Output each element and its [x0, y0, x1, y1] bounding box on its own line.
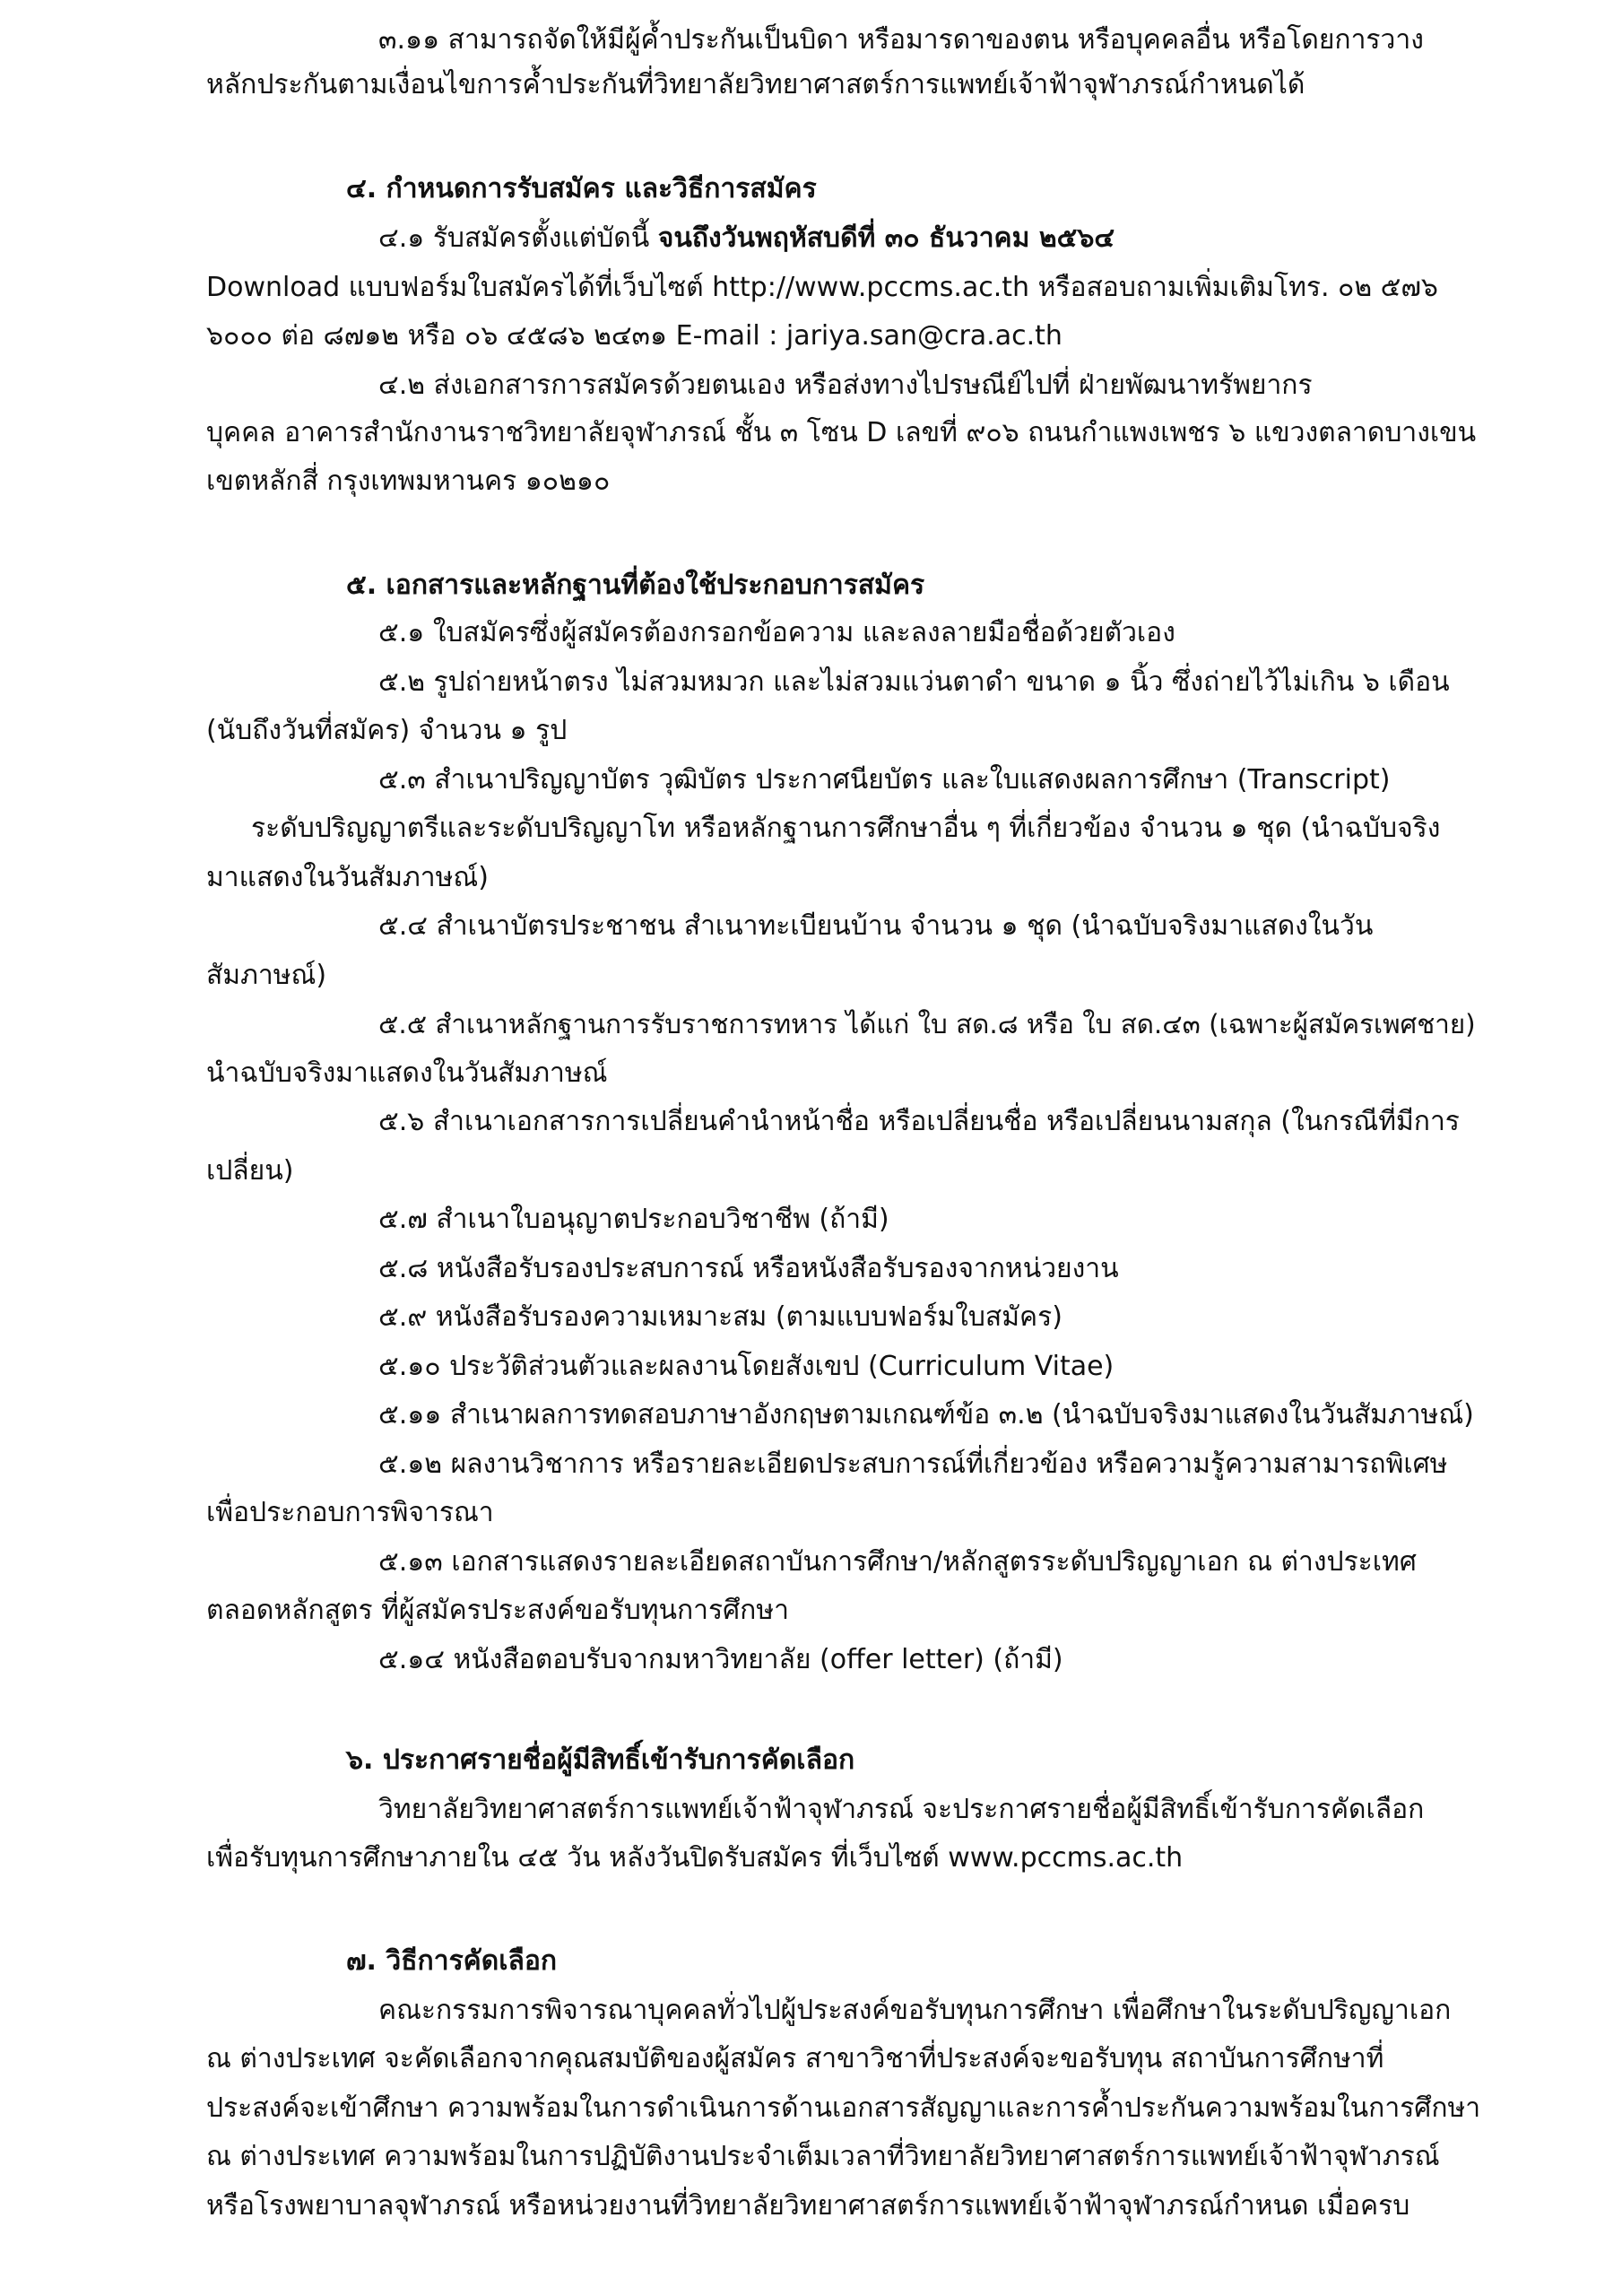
section-7-para-line2: ณ ต่างประเทศ จะคัดเลือกจากคุณสมบัติของผู้สมัคร สาขาวิชาที่ประสงค์จะขอรับทุน สถาบันการศึกษาที่ [206, 2043, 1384, 2074]
item-3-11-line1: ๓.๑๑ สามารถจัดให้มีผู้ค้ำประกันเป็นบิดา หรือมารดาของตน หรือบุคคลอื่น หรือโดยการวาง [378, 24, 1424, 56]
item-3-11-line2: หลักประกันตามเงื่อนไขการค้ำประกันที่วิทยาลัยวิทยาศาสตร์การแพทย์เจ้าฟ้าจุฬาภรณ์กำหนดได้ [206, 69, 1305, 100]
section-7-para-line4: ณ ต่างประเทศ ความพร้อมในการปฏิบัติงานประจำเต็มเวลาที่วิทยาลัยวิทยาศาสตร์การแพทย์เจ้าฟ้าจุฬาภรณ์ [206, 2141, 1440, 2172]
section-7-para-line3: ประสงค์จะเข้าศึกษา ความพร้อมในการดำเนินการด้านเอกสารสัญญาและการค้ำประกันความพร้อมในการศึกษา [206, 2092, 1481, 2124]
section-5-heading: ๕. เอกสารและหลักฐานที่ต้องใช้ประกอบการสมัคร [346, 570, 925, 601]
item-4-1-deadline: จนถึงวันพฤหัสบดีที่ ๓๐ ธันวาคม ๒๕๖๔ [657, 222, 1115, 254]
item-5-10: ๕.๑๐ ประวัติส่วนตัวและผลงานโดยสังเขป (Curriculum Vitae) [378, 1351, 1115, 1382]
item-5-3-line3: มาแสดงในวันสัมภาษณ์) [206, 862, 489, 893]
section-6-heading: ๖. ประกาศรายชื่อผู้มีสิทธิ์เข้ารับการคัดเลือก [346, 1744, 855, 1776]
item-5-8: ๕.๘ หนังสือรับรองประสบการณ์ หรือหนังสือรับรองจากหน่วยงาน [378, 1253, 1119, 1284]
download-info-line1: Download แบบฟอร์มใบสมัครได้ที่เว็บไซต์ http://www.pccms.ac.th หรือสอบถามเพิ่มเติมโทร. ๐๒ ๕๗๖ [206, 272, 1438, 303]
item-5-6-line1: ๕.๖ สำเนาเอกสารการเปลี่ยนคำนำหน้าชื่อ หรือเปลี่ยนชื่อ หรือเปลี่ยนนามสกุล (ในกรณีที่มีการ [378, 1106, 1460, 1137]
section-6-para-line1: วิทยาลัยวิทยาศาสตร์การแพทย์เจ้าฟ้าจุฬาภรณ์ จะประกาศรายชื่อผู้มีสิทธิ์เข้ารับการคัดเลือก [378, 1794, 1425, 1825]
item-4-2-line1: ๔.๒ ส่งเอกสารการสมัครด้วยตนเอง หรือส่งทางไปรษณีย์ไปที่ ฝ่ายพัฒนาทรัพยากร [378, 370, 1313, 401]
item-5-13-line2: ตลอดหลักสูตร ที่ผู้สมัครประสงค์ขอรับทุนการศึกษา [206, 1595, 789, 1626]
item-5-2-line2: (นับถึงวันที่สมัคร) จำนวน ๑ รูป [206, 715, 568, 746]
item-5-11: ๕.๑๑ สำเนาผลการทดสอบภาษาอังกฤษตามเกณฑ์ข้อ ๓.๒ (นำฉบับจริงมาแสดงในวันสัมภาษณ์) [378, 1399, 1474, 1431]
item-4-1-prefix: ๔.๑ รับสมัครตั้งแต่บัดนี้ [378, 222, 658, 254]
item-5-12-line1: ๕.๑๒ ผลงานวิชาการ หรือรายละเอียดประสบการณ์ที่เกี่ยวข้อง หรือความรู้ความสามารถพิเศษ [378, 1448, 1448, 1480]
item-4-2-line2: บุคคล อาคารสำนักงานราชวิทยาลัยจุฬาภรณ์ ชั้น ๓ โซน D เลขที่ ๙๐๖ ถนนกำแพงเพชร ๖ แขวงตลาดบางเขน [206, 417, 1477, 448]
item-5-2-line1: ๕.๒ รูปถ่ายหน้าตรง ไม่สวมหมวก และไม่สวมแว่นตาดำ ขนาด ๑ นิ้ว ซึ่งถ่ายไว้ไม่เกิน ๖ เดือน [378, 666, 1450, 698]
section-7-heading: ๗. วิธีการคัดเลือก [346, 1945, 558, 1977]
item-5-14: ๕.๑๔ หนังสือตอบรับจากมหาวิทยาลัย (offer letter) (ถ้ามี) [378, 1644, 1063, 1675]
section-4-heading: ๔. กำหนดการรับสมัคร และวิธีการสมัคร [346, 173, 817, 204]
download-info-line2: ๖๐๐๐ ต่อ ๘๗๑๒ หรือ ๐๖ ๔๕๘๖ ๒๔๓๑ E-mail : jariya.san@cra.ac.th [206, 320, 1063, 352]
section-7-para-line1: คณะกรรมการพิจารณาบุคคลทั่วไปผู้ประสงค์ขอรับทุนการศึกษา เพื่อศึกษาในระดับปริญญาเอก [378, 1995, 1452, 2026]
item-5-12-line2: เพื่อประกอบการพิจารณา [206, 1497, 494, 1528]
section-7-para-line5: หรือโรงพยาบาลจุฬาภรณ์ หรือหน่วยงานที่วิทยาลัยวิทยาศาสตร์การแพทย์เจ้าฟ้าจุฬาภรณ์กำหนด เมื่อครบ [206, 2190, 1410, 2222]
item-5-9: ๕.๙ หนังสือรับรองความเหมาะสม (ตามแบบฟอร์มใบสมัคร) [378, 1301, 1063, 1333]
section-6-para-line2: เพื่อรับทุนการศึกษาภายใน ๔๕ วัน หลังวันปิดรับสมัคร ที่เว็บไซต์ www.pccms.ac.th [206, 1842, 1184, 1874]
item-5-5-line2: นำฉบับจริงมาแสดงในวันสัมภาษณ์ [206, 1057, 608, 1089]
item-4-2-line3: เขตหลักสี่ กรุงเทพมหานคร ๑๐๒๑๐ [206, 465, 611, 497]
item-5-3-line2: ระดับปริญญาตรีและระดับปริญญาโท หรือหลักฐานการศึกษาอื่น ๆ ที่เกี่ยวข้อง จำนวน ๑ ชุด (นำฉบับจริง [251, 813, 1441, 844]
item-5-5-line1: ๕.๕ สำเนาหลักฐานการรับราชการทหาร ได้แก่ ใบ สด.๘ หรือ ใบ สด.๔๓ (เฉพาะผู้สมัครเพศชาย) [378, 1009, 1476, 1039]
item-5-7: ๕.๗ สำเนาใบอนุญาตประกอบวิชาชีพ (ถ้ามี) [378, 1204, 889, 1235]
item-5-6-line2: เปลี่ยน) [206, 1155, 294, 1187]
item-5-13-line1: ๕.๑๓ เอกสารแสดงรายละเอียดสถาบันการศึกษา/หลักสูตรระดับปริญญาเอก ณ ต่างประเทศ [378, 1546, 1417, 1578]
item-5-3-line1: ๕.๓ สำเนาปริญญาบัตร วุฒิบัตร ประกาศนียบัตร และใบแสดงผลการศึกษา (Transcript) [378, 764, 1391, 796]
item-5-1: ๕.๑ ใบสมัครซึ่งผู้สมัครต้องกรอกข้อความ และลงลายมือชื่อด้วยตัวเอง [378, 617, 1175, 648]
item-4-1 [378, 220, 1115, 257]
item-5-4-line1: ๕.๔ สำเนาบัตรประชาชน สำเนาทะเบียนบ้าน จำนวน ๑ ชุด (นำฉบับจริงมาแสดงในวัน [378, 910, 1374, 942]
item-5-4-line2: สัมภาษณ์) [206, 960, 327, 991]
